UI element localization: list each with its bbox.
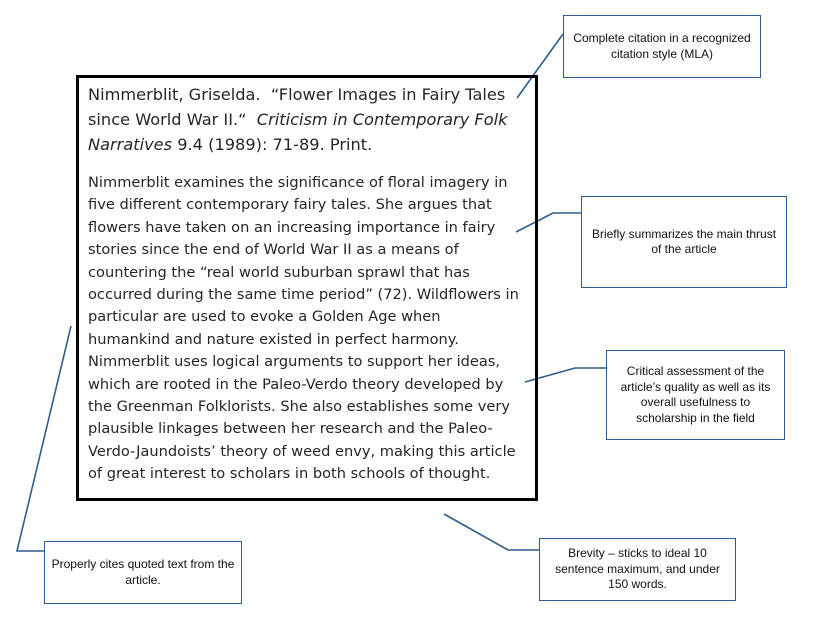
annotated-bibliography-entry bbox=[76, 75, 538, 501]
callout-cites-quotes bbox=[44, 541, 242, 604]
callout-critical-assessment-text: Critical assessment of the article’s quality as well as its overall usefulness to scholarship in the field bbox=[620, 364, 771, 425]
callout-critical-assessment bbox=[606, 350, 785, 440]
summary-paragraph: Nimmerblit examines the significance of floral imagery in five different contemporary fairy tales. She argues that flowers have taken on an increasing importance in fairy stories since the end of World War II as a means of countering the “real world suburban sprawl that has occurred during the same time period” (72). Wildflowers in particular are used to evoke a Golden Age when humankind and nature existed in perfect harmony. Nimmerblit uses logical arguments to support her ideas, which are rooted in the Paleo-Verdo theory developed by the Greenman Folklorists. She also establishes some very plausible linkages between her research and the Paleo-Verdo-Jaundoists’ theory of weed envy, making this article of great interest to scholars in both schools of thought. bbox=[88, 174, 519, 483]
citation-article-title: “Flower Images in Fairy Tales since World War II.“ bbox=[88, 85, 506, 129]
citation-author: Nimmerblit, Griselda. bbox=[88, 85, 261, 104]
callout-summary-thrust-text: Briefly summarizes the main thrust of the article bbox=[591, 226, 777, 256]
callout-cites-quotes-text: Properly cites quoted text from the article. bbox=[51, 557, 235, 587]
connector-cites-quotes bbox=[17, 326, 71, 551]
callout-summary-thrust bbox=[581, 196, 787, 288]
citation bbox=[88, 82, 527, 157]
citation-journal: Criticism in Contemporary Folk Narratives bbox=[88, 110, 508, 154]
callout-brevity-text: Brevity – sticks to ideal 10 sentence maximum, and under 150 words. bbox=[555, 546, 720, 592]
connector-brevity bbox=[444, 514, 539, 550]
callout-citation-style bbox=[563, 15, 761, 78]
callout-brevity bbox=[539, 538, 736, 601]
citation-details: 9.4 (1989): 71-89. Print. bbox=[177, 135, 373, 154]
callout-citation-style-text: Complete citation in a recognized citation style (MLA) bbox=[573, 31, 751, 61]
